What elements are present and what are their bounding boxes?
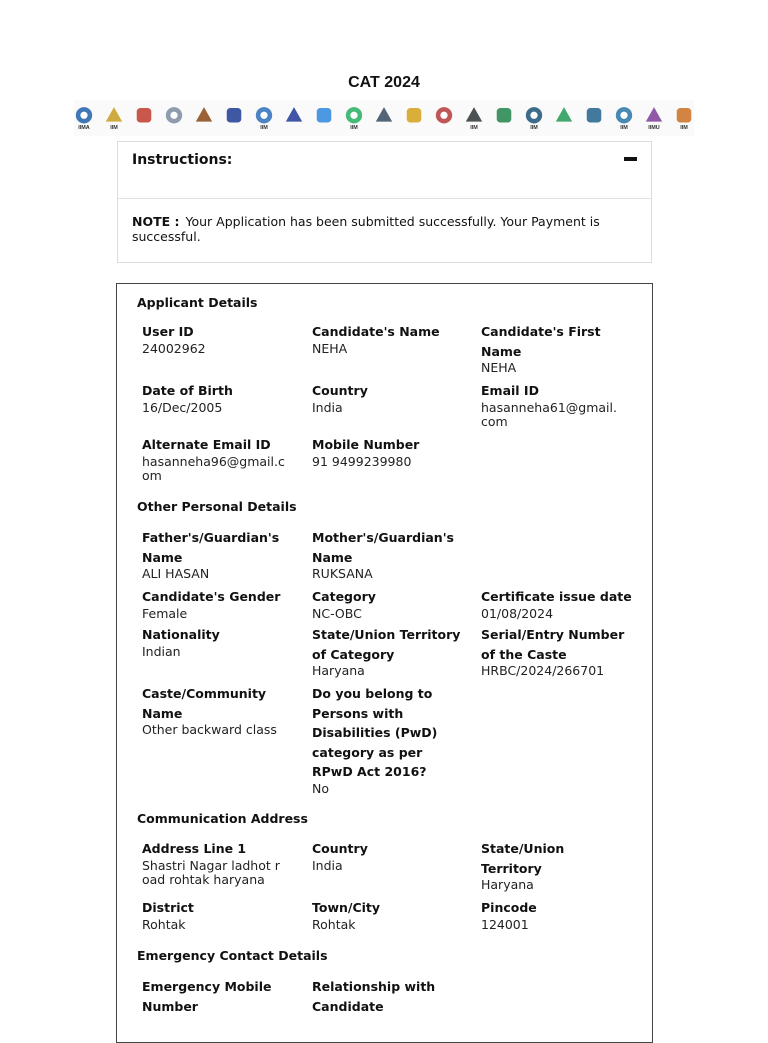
field-value: 124001 xyxy=(481,916,529,932)
logo-label: IIM xyxy=(680,124,688,131)
field-label: Candidate's Name xyxy=(312,324,440,339)
iim-mumbai-logo-icon xyxy=(374,105,394,131)
field-value: India xyxy=(312,857,343,873)
iim-tiruchirappalli-logo-icon xyxy=(614,105,634,131)
field-value: Other backward class xyxy=(142,722,277,737)
instructions-title: Instructions: xyxy=(132,152,233,168)
field-value: NEHA xyxy=(312,340,348,356)
logo-label: IIM xyxy=(530,124,538,131)
field-address-country xyxy=(312,839,467,873)
field-label: Email ID xyxy=(481,383,539,398)
field-value: NEHA xyxy=(481,360,517,375)
logo-label: IIM xyxy=(350,124,358,131)
institute-logo-strip xyxy=(74,100,694,136)
logo-label: IIM xyxy=(470,124,478,131)
note-text: Your Application has been submitted successfully. Your Payment is successful. xyxy=(132,214,600,244)
field-label: State/Union Territory xyxy=(481,841,565,876)
iim-ranchi-logo-icon xyxy=(464,105,484,131)
field-value: Haryana xyxy=(481,877,534,892)
field-pwd-status xyxy=(312,684,447,796)
logo-label: IIMA xyxy=(78,124,90,131)
iim-kashipur-logo-icon xyxy=(284,105,304,131)
field-pincode xyxy=(481,898,636,932)
field-label: Relationship with Candidate xyxy=(312,979,436,1014)
logo-label: IIM xyxy=(110,124,118,131)
section-communication-address: Communication Address xyxy=(137,811,308,826)
field-label: Date of Birth xyxy=(142,383,233,398)
field-value: 24002962 xyxy=(142,340,206,356)
field-label: Mother's/Guardian's Name xyxy=(312,530,454,565)
iim-bangalore-logo-icon xyxy=(134,105,154,131)
note-label: NOTE : xyxy=(132,214,180,229)
field-category xyxy=(312,587,467,621)
section-emergency-contact: Emergency Contact Details xyxy=(137,948,328,963)
field-label: User ID xyxy=(142,324,194,339)
field-mother-name xyxy=(312,528,462,582)
field-label: Nationality xyxy=(142,627,220,642)
instructions-header[interactable] xyxy=(118,142,651,199)
iim-amritsar-logo-icon xyxy=(104,105,124,131)
field-label: Address Line 1 xyxy=(142,841,247,856)
field-certificate-issue-date xyxy=(481,587,641,621)
field-label: Father's/Guardian's Name xyxy=(142,530,280,565)
page-title: CAT 2024 xyxy=(348,74,420,91)
field-label: Town/City xyxy=(312,900,381,915)
application-details-panel xyxy=(116,283,653,1043)
field-first-name xyxy=(481,322,621,376)
field-value: 01/08/2024 xyxy=(481,605,554,621)
iim-jammu-logo-icon xyxy=(254,105,274,131)
field-label: District xyxy=(142,900,194,915)
field-caste-name xyxy=(142,684,297,738)
field-value: Shastri Nagar ladhot road rohtak haryana xyxy=(142,857,280,887)
field-label: Alternate Email ID xyxy=(142,437,271,452)
field-date-of-birth xyxy=(142,381,297,415)
iim-sirmaur-logo-icon xyxy=(584,105,604,131)
field-label: Pincode xyxy=(481,900,537,915)
field-value: 16/Dec/2005 xyxy=(142,399,223,415)
field-label: Category xyxy=(312,589,376,604)
instructions-panel xyxy=(117,141,652,263)
field-value: Haryana xyxy=(312,663,365,678)
field-value: RUKSANA xyxy=(312,566,373,581)
field-state-of-category xyxy=(312,625,467,679)
field-address-state xyxy=(481,839,591,893)
field-country xyxy=(312,381,467,415)
section-applicant-details: Applicant Details xyxy=(137,295,258,310)
field-label: Country xyxy=(312,383,368,398)
field-label: Certificate issue date xyxy=(481,589,632,604)
logo-label: IIM xyxy=(260,124,268,131)
iim-udaipur-logo-icon xyxy=(644,105,664,131)
field-district xyxy=(142,898,297,932)
field-value: No xyxy=(312,780,329,796)
iim-kozhikode-logo-icon xyxy=(314,105,334,131)
field-label: Candidate's Gender xyxy=(142,589,281,604)
field-mobile-number xyxy=(312,435,467,469)
field-value: Indian xyxy=(142,643,181,659)
field-email-id xyxy=(481,381,621,430)
iim-sambalpur-logo-icon xyxy=(524,105,544,131)
field-user-id xyxy=(142,322,297,356)
field-value: NC-OBC xyxy=(312,605,362,621)
field-alternate-email xyxy=(142,435,285,484)
field-label: Mobile Number xyxy=(312,437,420,452)
field-value: Female xyxy=(142,605,188,621)
field-label: Serial/Entry Number of the Caste xyxy=(481,627,625,662)
field-value: India xyxy=(312,399,343,415)
field-address-line-1 xyxy=(142,839,282,888)
field-value: 91 9499239980 xyxy=(312,453,412,469)
submission-note xyxy=(132,214,632,244)
iim-calcutta-logo-icon xyxy=(194,105,214,131)
iim-visakhapatnam-logo-icon xyxy=(674,105,694,131)
iim-nagpur-logo-icon xyxy=(404,105,424,131)
field-caste-serial-number xyxy=(481,625,626,679)
field-label: Country xyxy=(312,841,368,856)
field-label: Candidate's First Name xyxy=(481,324,601,359)
field-label: Do you belong to Persons with Disabilities (PwD) category as per RPwD Act 2016? xyxy=(312,686,438,779)
iim-ahmedabad-logo-icon xyxy=(74,105,94,131)
iim-shillong-logo-icon xyxy=(554,105,574,131)
iim-raipur-logo-icon xyxy=(434,105,454,131)
iim-lucknow-logo-icon xyxy=(344,105,364,131)
field-father-name xyxy=(142,528,292,582)
field-value: hasanneha96@gmail.com xyxy=(142,453,285,483)
field-label: Emergency Mobile Number xyxy=(142,979,272,1014)
field-town-city xyxy=(312,898,467,932)
field-label: Caste/Community Name xyxy=(142,686,267,721)
field-gender xyxy=(142,587,297,621)
field-emergency-mobile xyxy=(142,977,282,1016)
collapse-minus-icon[interactable] xyxy=(624,157,637,161)
section-other-personal-details: Other Personal Details xyxy=(137,499,297,514)
iim-rohtak-logo-icon xyxy=(494,105,514,131)
field-nationality xyxy=(142,625,297,659)
field-value: hasanneha61@gmail.com xyxy=(481,399,617,429)
iim-indore-logo-icon xyxy=(224,105,244,131)
logo-label: IIMU xyxy=(648,124,660,131)
iim-bodhgaya-logo-icon xyxy=(164,105,184,131)
field-candidate-name xyxy=(312,322,467,356)
field-relationship xyxy=(312,977,447,1016)
field-value: Rohtak xyxy=(142,916,186,932)
field-label: State/Union Territory of Category xyxy=(312,627,461,662)
field-value: ALI HASAN xyxy=(142,566,210,581)
logo-label: IIM xyxy=(620,124,628,131)
field-value: HRBC/2024/266701 xyxy=(481,663,605,678)
field-value: Rohtak xyxy=(312,916,356,932)
